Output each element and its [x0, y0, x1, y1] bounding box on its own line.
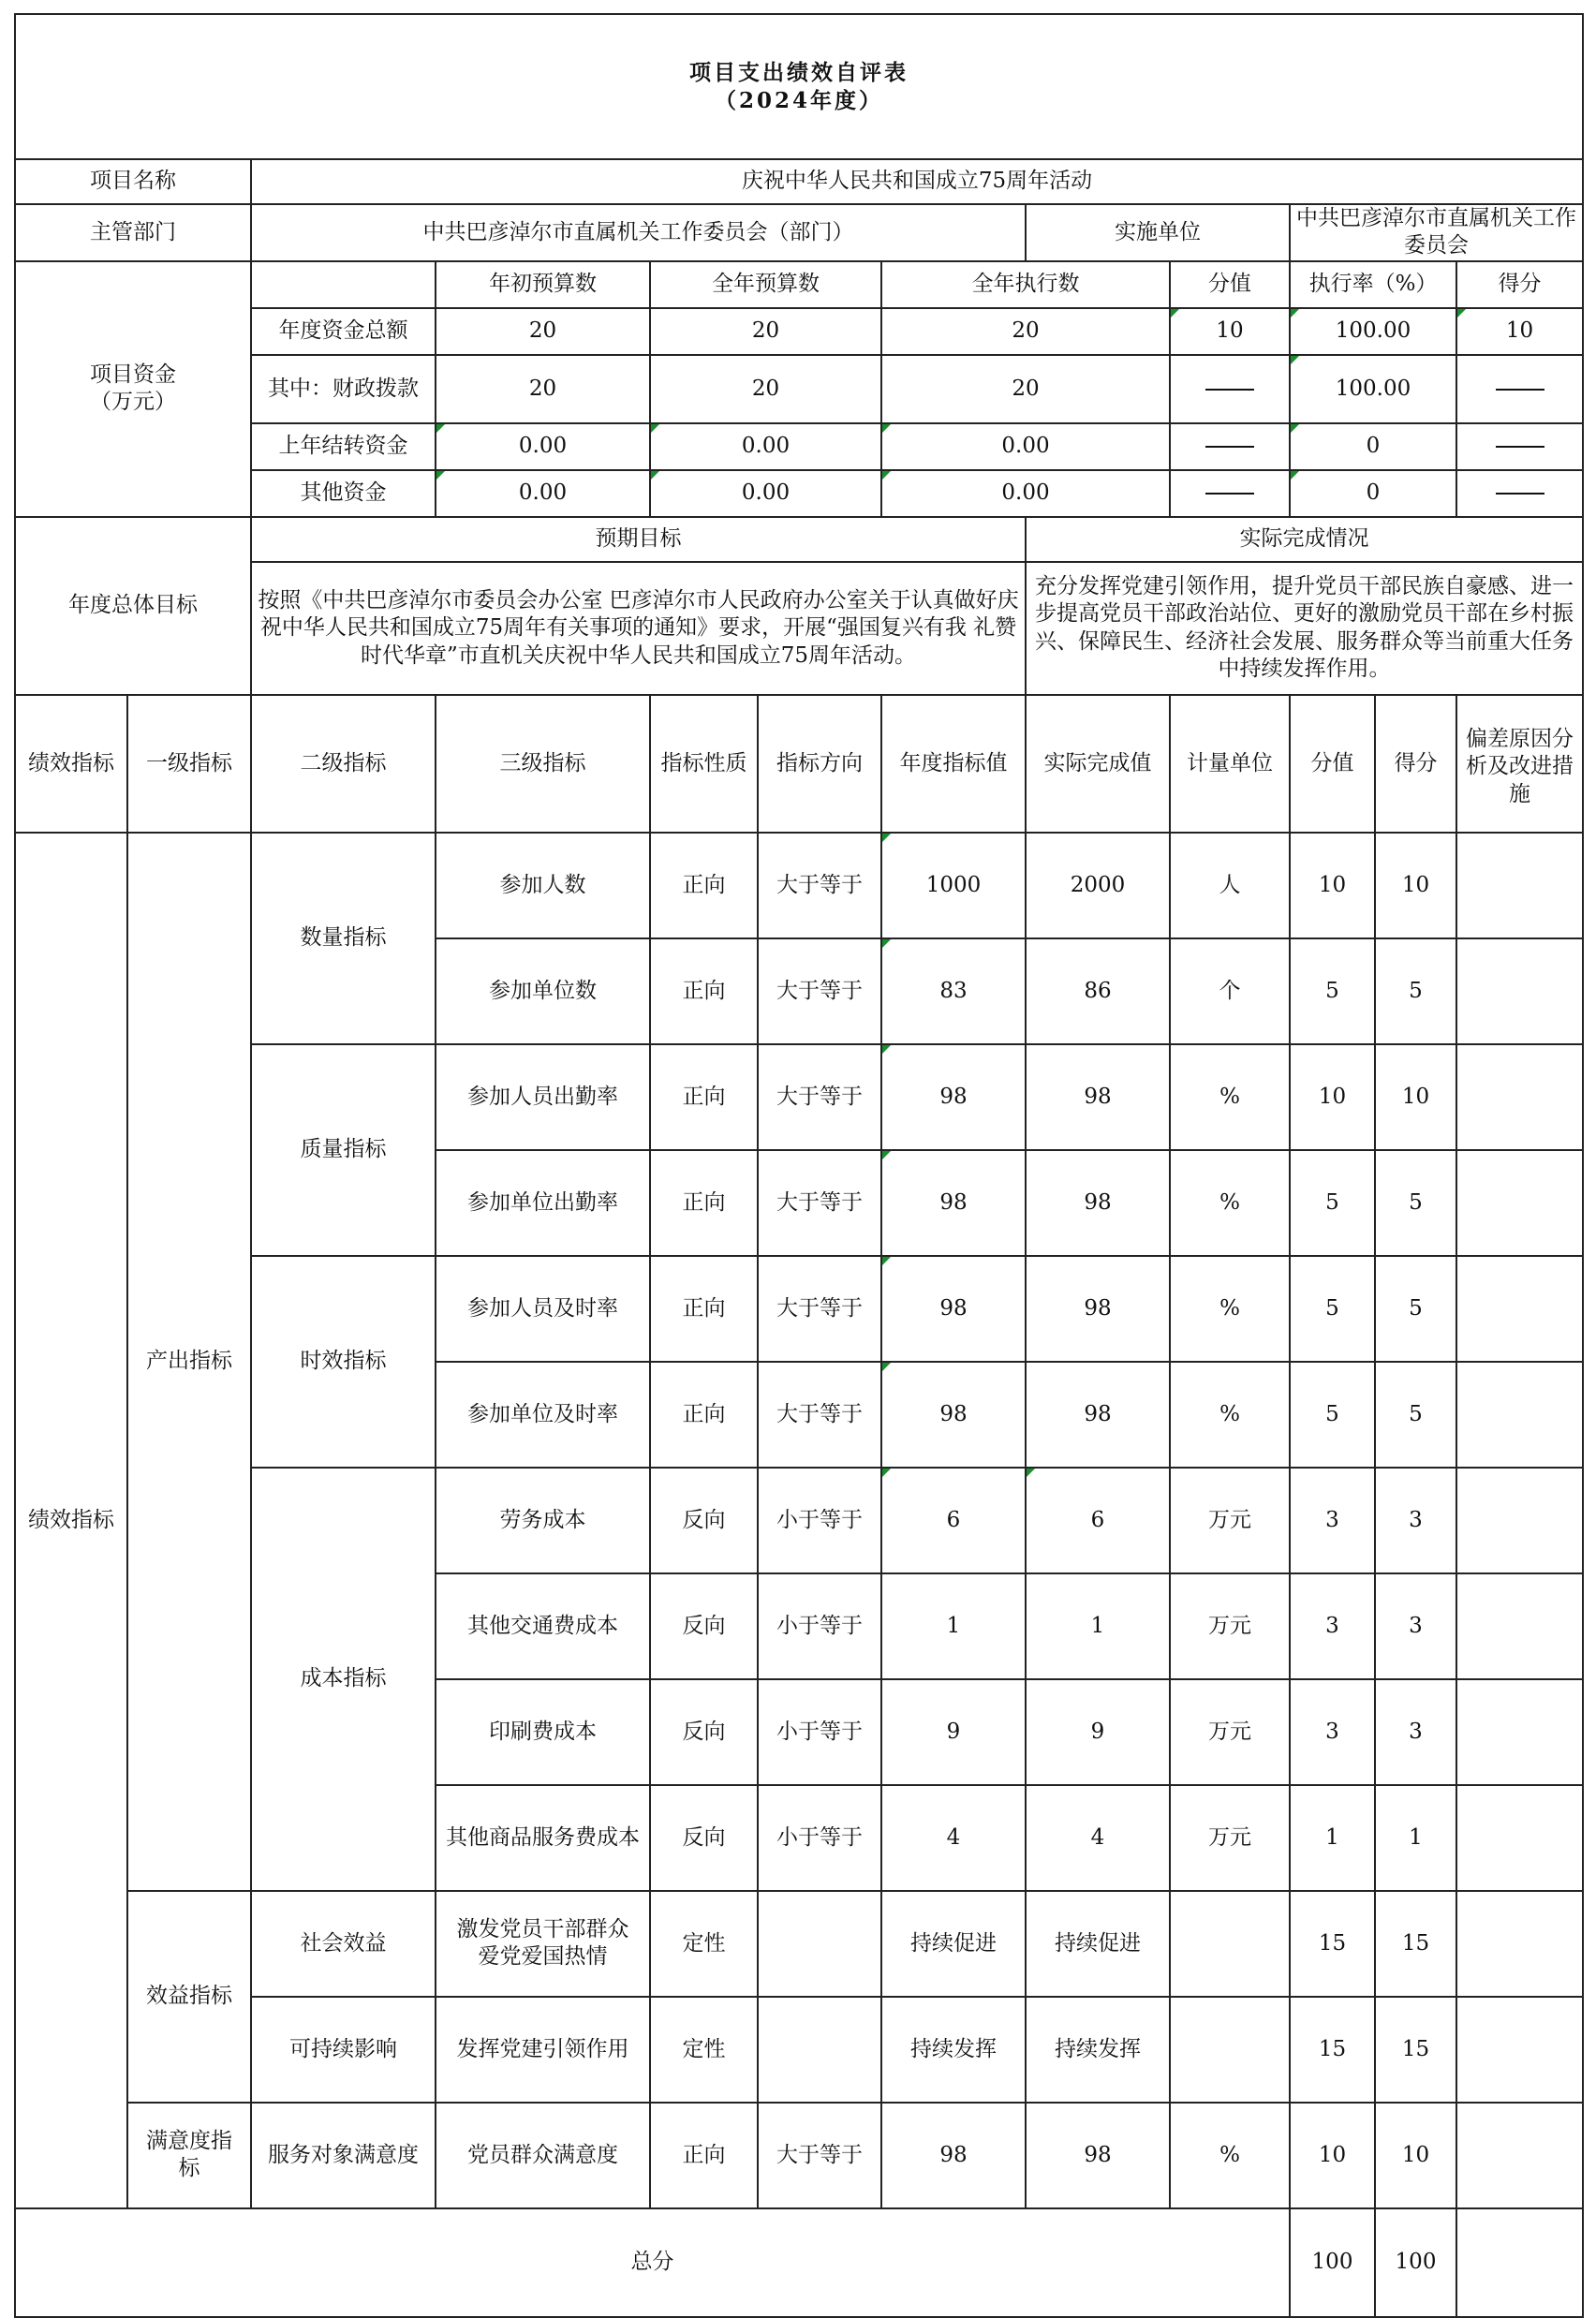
target-value: 98 [881, 1362, 1026, 1468]
project-name-label: 项目名称 [15, 159, 251, 204]
level2-sustainable: 可持续影响 [251, 1997, 436, 2103]
score: 5 [1375, 1150, 1456, 1256]
score-value: 1 [1290, 1785, 1375, 1891]
nature: 正向 [650, 1362, 758, 1468]
expected-goal-header: 预期目标 [251, 517, 1026, 562]
funds-cell-score-value-na [1170, 470, 1290, 517]
funds-cell-executed: 20 [881, 355, 1170, 423]
ind-header-score: 得分 [1375, 695, 1456, 833]
direction: 小于等于 [758, 1573, 881, 1679]
score: 1 [1375, 1785, 1456, 1891]
level3-name: 劳务成本 [436, 1468, 650, 1573]
unit: 万元 [1170, 1785, 1290, 1891]
direction: 大于等于 [758, 1044, 881, 1150]
actual-value: 持续促进 [1026, 1891, 1170, 1997]
target-value: 98 [881, 1044, 1026, 1150]
level2-timeliness: 时效指标 [251, 1256, 436, 1468]
funds-cell-score-na [1456, 355, 1583, 423]
level3-name: 参加人员及时率 [436, 1256, 650, 1362]
funds-header-score-value: 分值 [1170, 261, 1290, 308]
funds-row-label: 上年结转资金 [251, 423, 436, 470]
funds-cell-initial: 0.00 [436, 423, 650, 470]
title-line-2: （2024年度） [715, 87, 884, 113]
funds-header-rate: 执行率（%） [1290, 261, 1456, 308]
score-value: 15 [1290, 1997, 1375, 2103]
deviation-note [1456, 1256, 1583, 1362]
funds-label-line2: （万元） [90, 390, 176, 415]
nature: 正向 [650, 1256, 758, 1362]
funds-header-blank [251, 261, 436, 308]
unit [1170, 1891, 1290, 1997]
nature: 正向 [650, 833, 758, 938]
unit: 万元 [1170, 1468, 1290, 1573]
target-value: 98 [881, 2103, 1026, 2208]
na-dash [1205, 493, 1254, 495]
score-value: 10 [1290, 1044, 1375, 1150]
total-label: 总分 [15, 2208, 1290, 2317]
actual-completion-text: 充分发挥党建引领作用，提升党员干部民族自豪感、进一步提高党员干部政治站位、更好的激励党员干部在乡村振兴、保障民生、经济社会发展、服务群众等当前重大任务中持续发挥作用。 [1026, 562, 1583, 695]
direction: 小于等于 [758, 1785, 881, 1891]
ind-header-level1: 一级指标 [127, 695, 251, 833]
funds-cell-annual: 0.00 [650, 423, 881, 470]
unit: % [1170, 2103, 1290, 2208]
funds-cell-executed: 20 [881, 308, 1170, 355]
funds-header-score: 得分 [1456, 261, 1583, 308]
level1-output: 产出指标 [127, 833, 251, 1891]
score-value: 3 [1290, 1679, 1375, 1785]
target-value: 83 [881, 938, 1026, 1044]
ind-header-perf: 绩效指标 [15, 695, 127, 833]
funds-cell-rate: 0 [1290, 423, 1456, 470]
direction: 小于等于 [758, 1468, 881, 1573]
level3-name: 其他交通费成本 [436, 1573, 650, 1679]
funds-label-line1: 项目资金 [90, 362, 176, 387]
dept-value: 中共巴彦淖尔市直属机关工作委员会（部门） [251, 204, 1026, 261]
direction: 小于等于 [758, 1679, 881, 1785]
level3-name: 激发党员干部群众爱党爱国热情 [436, 1891, 650, 1997]
na-dash [1496, 493, 1544, 495]
nature: 正向 [650, 1150, 758, 1256]
direction: 大于等于 [758, 2103, 881, 2208]
funds-row-label: 其中：财政拨款 [251, 355, 436, 423]
target-value: 持续促进 [881, 1891, 1026, 1997]
deviation-note [1456, 1044, 1583, 1150]
unit: % [1170, 1150, 1290, 1256]
level1-benefit: 效益指标 [127, 1891, 251, 2103]
target-value: 98 [881, 1150, 1026, 1256]
score: 10 [1375, 1044, 1456, 1150]
score: 5 [1375, 938, 1456, 1044]
unit: % [1170, 1256, 1290, 1362]
ind-header-nature: 指标性质 [650, 695, 758, 833]
direction: 大于等于 [758, 1150, 881, 1256]
direction: 大于等于 [758, 938, 881, 1044]
nature: 正向 [650, 1044, 758, 1150]
funds-cell-initial: 0.00 [436, 470, 650, 517]
level3-name: 印刷费成本 [436, 1679, 650, 1785]
target-value: 6 [881, 1468, 1026, 1573]
funds-cell-rate: 100.00 [1290, 355, 1456, 423]
level2-social: 社会效益 [251, 1891, 436, 1997]
deviation-note [1456, 1891, 1583, 1997]
score: 15 [1375, 1891, 1456, 1997]
score-value: 3 [1290, 1573, 1375, 1679]
table-title [15, 14, 1583, 159]
funds-cell-rate: 100.00 [1290, 308, 1456, 355]
score: 15 [1375, 1997, 1456, 2103]
funds-label [15, 261, 251, 517]
unit: 万元 [1170, 1573, 1290, 1679]
ind-header-direction: 指标方向 [758, 695, 881, 833]
direction [758, 1891, 881, 1997]
actual-value: 98 [1026, 1362, 1170, 1468]
funds-header-annual: 全年预算数 [650, 261, 881, 308]
target-value: 9 [881, 1679, 1026, 1785]
actual-value: 6 [1026, 1468, 1170, 1573]
funds-cell-score-value-na [1170, 355, 1290, 423]
unit: % [1170, 1362, 1290, 1468]
level3-name: 参加人员出勤率 [436, 1044, 650, 1150]
target-value: 4 [881, 1785, 1026, 1891]
level3-name: 党员群众满意度 [436, 2103, 650, 2208]
funds-cell-initial: 20 [436, 355, 650, 423]
level3-name: 参加单位数 [436, 938, 650, 1044]
ind-header-target: 年度指标值 [881, 695, 1026, 833]
performance-self-evaluation-table [14, 13, 1584, 2318]
level3-name: 发挥党建引领作用 [436, 1997, 650, 2103]
actual-value: 86 [1026, 938, 1170, 1044]
funds-cell-score-value-na [1170, 423, 1290, 470]
nature: 正向 [650, 2103, 758, 2208]
funds-cell-annual: 20 [650, 308, 881, 355]
direction [758, 1997, 881, 2103]
total-score: 100 [1375, 2208, 1456, 2317]
total-note [1456, 2208, 1583, 2317]
funds-cell-score-value: 10 [1170, 308, 1290, 355]
funds-cell-score: 10 [1456, 308, 1583, 355]
nature: 反向 [650, 1679, 758, 1785]
score: 3 [1375, 1679, 1456, 1785]
deviation-note [1456, 1468, 1583, 1573]
level2-service: 服务对象满意度 [251, 2103, 436, 2208]
score: 5 [1375, 1362, 1456, 1468]
level2-quantity: 数量指标 [251, 833, 436, 1044]
ind-header-unit: 计量单位 [1170, 695, 1290, 833]
na-dash [1496, 389, 1544, 391]
funds-row-label: 其他资金 [251, 470, 436, 517]
nature: 正向 [650, 938, 758, 1044]
score-value: 10 [1290, 2103, 1375, 2208]
score: 3 [1375, 1468, 1456, 1573]
deviation-note [1456, 2103, 1583, 2208]
funds-header-initial: 年初预算数 [436, 261, 650, 308]
expected-goal-text: 按照《中共巴彦淖尔市委员会办公室 巴彦淖尔市人民政府办公室关于认真做好庆祝中华人民共和国成立75周年有关事项的通知》要求，开展“强国复兴有我 礼赞时代华章”市直机关庆祝中华人民共和国成立75周年活动。 [251, 562, 1026, 695]
score: 3 [1375, 1573, 1456, 1679]
actual-completion-header: 实际完成情况 [1026, 517, 1583, 562]
nature: 定性 [650, 1997, 758, 2103]
level2-cost: 成本指标 [251, 1468, 436, 1891]
ind-header-level2: 二级指标 [251, 695, 436, 833]
actual-value: 2000 [1026, 833, 1170, 938]
level3-name: 参加人数 [436, 833, 650, 938]
actual-value: 1 [1026, 1573, 1170, 1679]
project-name-value: 庆祝中华人民共和国成立75周年活动 [251, 159, 1583, 204]
actual-value: 持续发挥 [1026, 1997, 1170, 2103]
score-value: 3 [1290, 1468, 1375, 1573]
ind-header-deviation: 偏差原因分析及改进措施 [1456, 695, 1583, 833]
annual-goal-label: 年度总体目标 [15, 517, 251, 695]
deviation-note [1456, 1150, 1583, 1256]
funds-cell-score-na [1456, 423, 1583, 470]
deviation-note [1456, 1997, 1583, 2103]
level1-satisfaction: 满意度指标 [127, 2103, 251, 2208]
target-value: 1000 [881, 833, 1026, 938]
unit: 个 [1170, 938, 1290, 1044]
ind-header-level3: 三级指标 [436, 695, 650, 833]
funds-row-label: 年度资金总额 [251, 308, 436, 355]
score-value: 10 [1290, 833, 1375, 938]
dept-label: 主管部门 [15, 204, 251, 261]
deviation-note [1456, 1362, 1583, 1468]
score: 5 [1375, 1256, 1456, 1362]
funds-cell-rate: 0 [1290, 470, 1456, 517]
unit: 万元 [1170, 1679, 1290, 1785]
target-value: 持续发挥 [881, 1997, 1026, 2103]
impl-unit-value: 中共巴彦淖尔市直属机关工作委员会 [1290, 204, 1583, 261]
score-value: 15 [1290, 1891, 1375, 1997]
actual-value: 98 [1026, 2103, 1170, 2208]
level2-quality: 质量指标 [251, 1044, 436, 1256]
unit: 人 [1170, 833, 1290, 938]
nature: 反向 [650, 1785, 758, 1891]
score-value: 5 [1290, 1150, 1375, 1256]
funds-header-executed: 全年执行数 [881, 261, 1170, 308]
score-value: 5 [1290, 1362, 1375, 1468]
deviation-note [1456, 938, 1583, 1044]
funds-cell-annual: 20 [650, 355, 881, 423]
actual-value: 9 [1026, 1679, 1170, 1785]
nature: 反向 [650, 1468, 758, 1573]
actual-value: 98 [1026, 1150, 1170, 1256]
funds-cell-executed: 0.00 [881, 470, 1170, 517]
target-value: 1 [881, 1573, 1026, 1679]
total-value: 100 [1290, 2208, 1375, 2317]
na-dash [1205, 446, 1254, 448]
deviation-note [1456, 1573, 1583, 1679]
title-line-1: 项目支出绩效自评表 [689, 60, 909, 86]
nature: 反向 [650, 1573, 758, 1679]
deviation-note [1456, 1785, 1583, 1891]
ind-header-actual: 实际完成值 [1026, 695, 1170, 833]
na-dash [1496, 446, 1544, 448]
funds-cell-initial: 20 [436, 308, 650, 355]
direction: 大于等于 [758, 1256, 881, 1362]
na-dash [1205, 389, 1254, 391]
deviation-note [1456, 1679, 1583, 1785]
direction: 大于等于 [758, 833, 881, 938]
score: 10 [1375, 2103, 1456, 2208]
level3-name: 参加单位及时率 [436, 1362, 650, 1468]
actual-value: 4 [1026, 1785, 1170, 1891]
target-value: 98 [881, 1256, 1026, 1362]
direction: 大于等于 [758, 1362, 881, 1468]
impl-unit-label: 实施单位 [1026, 204, 1290, 261]
score-value: 5 [1290, 1256, 1375, 1362]
ind-header-value: 分值 [1290, 695, 1375, 833]
score-value: 5 [1290, 938, 1375, 1044]
funds-cell-score-na [1456, 470, 1583, 517]
unit [1170, 1997, 1290, 2103]
perf-indicator-label: 绩效指标 [15, 833, 127, 2208]
nature: 定性 [650, 1891, 758, 1997]
deviation-note [1456, 833, 1583, 938]
actual-value: 98 [1026, 1044, 1170, 1150]
level3-name: 其他商品服务费成本 [436, 1785, 650, 1891]
unit: % [1170, 1044, 1290, 1150]
score: 10 [1375, 833, 1456, 938]
funds-cell-annual: 0.00 [650, 470, 881, 517]
level3-name: 参加单位出勤率 [436, 1150, 650, 1256]
actual-value: 98 [1026, 1256, 1170, 1362]
funds-cell-executed: 0.00 [881, 423, 1170, 470]
